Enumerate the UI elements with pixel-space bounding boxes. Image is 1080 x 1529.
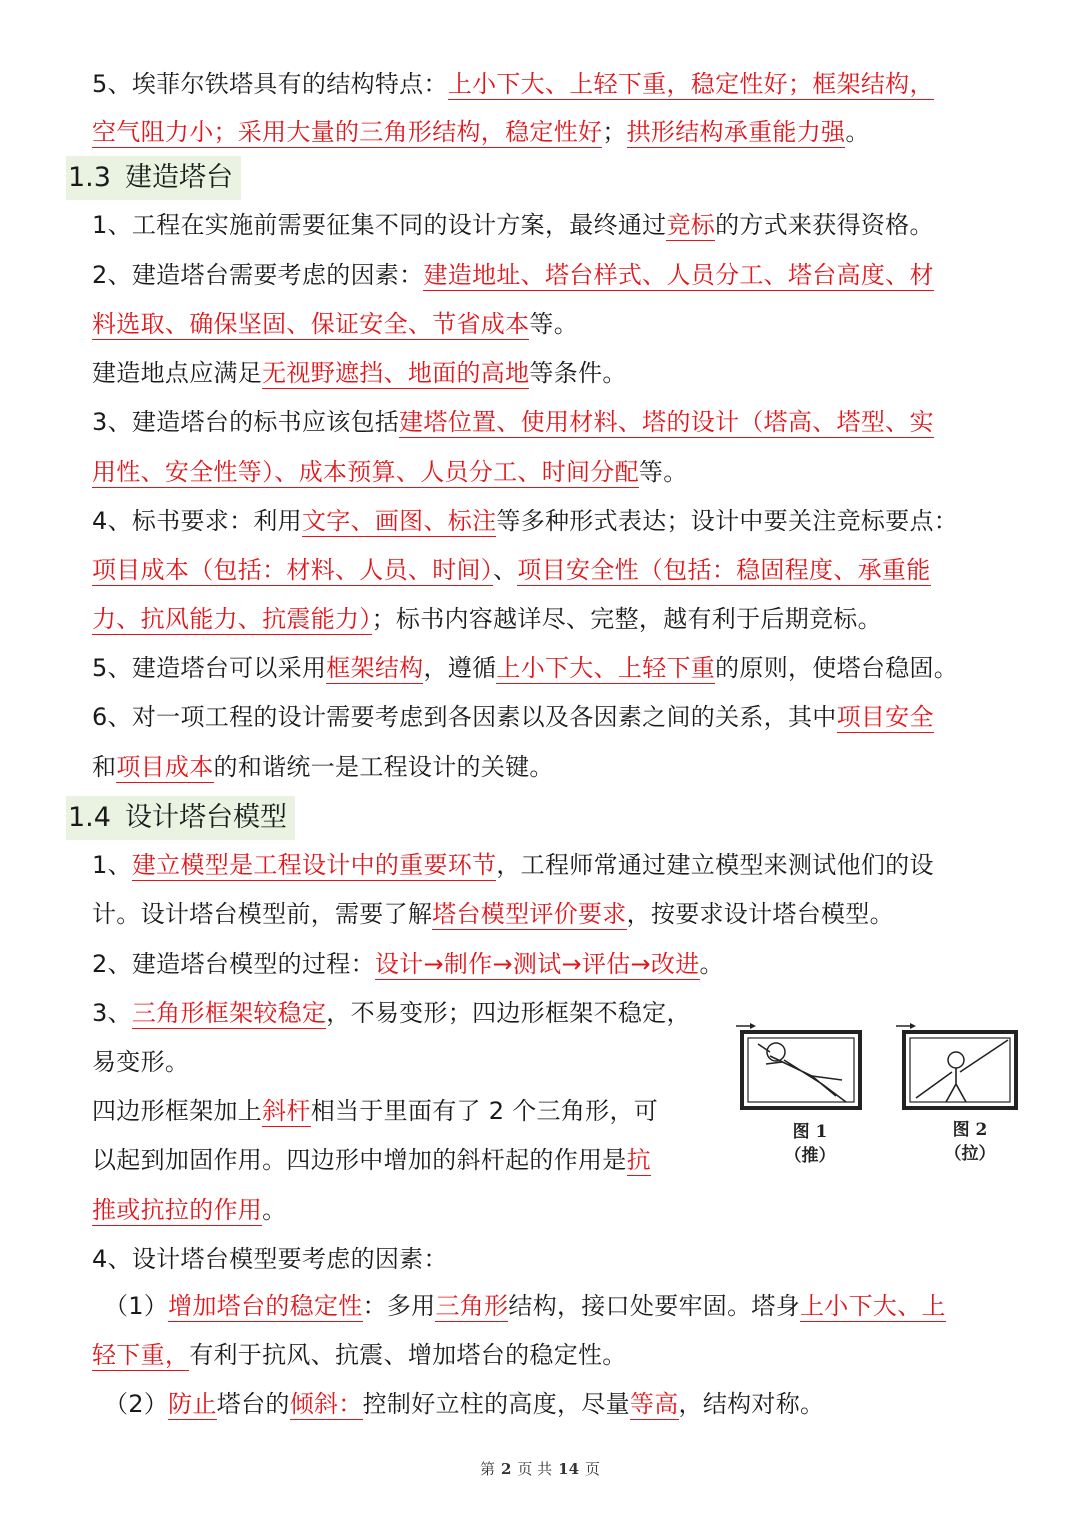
line-text: 。 xyxy=(262,1196,287,1224)
highlighted-answer: 项目安全 xyxy=(836,703,934,731)
line-text: 1、 xyxy=(92,851,132,879)
line-text: 的原则，使塔台稳固。 xyxy=(715,654,959,682)
line-text: 。 xyxy=(699,950,724,978)
highlighted-answer: 上小下大、上轻下重 xyxy=(496,654,716,682)
highlighted-answer: 推或抗拉的作用 xyxy=(92,1196,263,1224)
line-text: 1、工程在实施前需要征集不同的设计方案，最终通过 xyxy=(92,211,667,239)
line-text: ，不易变形；四边形框架不稳定， xyxy=(326,999,691,1027)
highlighted-answer: 上小下大、上轻下重，稳定性好；框架结构， xyxy=(447,70,934,98)
heading-number: 1.4 xyxy=(68,802,111,833)
highlighted-answer: 上小下大、上 xyxy=(800,1292,946,1320)
section-heading-1-4 xyxy=(66,796,295,840)
footer-prefix: 第 xyxy=(479,1460,495,1478)
text-line xyxy=(92,997,691,1029)
highlighted-answer: 建立模型是工程设计中的重要环节 xyxy=(131,851,497,879)
current-page-number: 2 xyxy=(500,1460,512,1478)
line-text: 控制好立柱的高度，尽量 xyxy=(362,1390,630,1418)
highlighted-answer: 设计→制作→测试→评估→改进 xyxy=(374,950,700,978)
line-text: 等多种形式表达；设计中要关注竞标要点： xyxy=(496,507,959,535)
line-text: （2） xyxy=(104,1390,169,1418)
line-text: 4、设计塔台模型要考虑的因素： xyxy=(92,1245,448,1273)
text-line xyxy=(92,1243,448,1275)
highlighted-answer: 等高 xyxy=(629,1390,679,1418)
line-text: 6、对一项工程的设计需要考虑到各因素以及各因素之间的关系，其中 xyxy=(92,703,837,731)
highlighted-answer: 防止 xyxy=(168,1390,217,1418)
frame-illustration xyxy=(726,1018,1026,1178)
line-text: ，按要求设计塔台模型。 xyxy=(626,900,894,928)
line-text: ，工程师常通过建立模型来测试他们的设 xyxy=(496,851,934,879)
line-text: 的和谐统一是工程设计的关键。 xyxy=(213,753,554,781)
line-text: 4、标书要求：利用 xyxy=(92,507,302,535)
line-text: 、 xyxy=(493,556,518,584)
highlighted-answer: 增加塔台的稳定性 xyxy=(168,1292,363,1320)
line-text: ； xyxy=(602,118,627,146)
line-text: 计。设计塔台模型前，需要了解 xyxy=(92,900,433,928)
highlighted-answer: 项目成本（包括：材料、人员、时间） xyxy=(92,556,494,584)
text-line xyxy=(92,505,958,537)
page-footer xyxy=(0,1458,1080,1479)
highlighted-answer: 力、抗风能力、抗震能力） xyxy=(92,605,372,633)
line-text: 2、建造塔台需要考虑的因素： xyxy=(92,261,424,289)
highlighted-answer: 轻下重， xyxy=(92,1341,190,1369)
line-text: 等。 xyxy=(529,310,579,338)
text-line xyxy=(92,898,894,930)
line-text: 的方式来获得资格。 xyxy=(715,211,934,239)
highlighted-answer: 竞标 xyxy=(666,211,716,239)
text-line xyxy=(92,209,934,241)
line-text: 3、建造塔台的标书应该包括 xyxy=(92,408,400,436)
highlighted-answer: 项目成本 xyxy=(116,753,214,781)
text-line xyxy=(92,116,870,148)
text-line xyxy=(92,308,578,340)
footer-suffix: 页 xyxy=(585,1460,601,1478)
line-text: 建造地点应满足 xyxy=(92,359,263,387)
figure-2-caption xyxy=(930,1118,1010,1166)
line-text: ：多用 xyxy=(362,1292,436,1320)
footer-middle: 页 共 xyxy=(517,1460,553,1478)
line-text: 5、建造塔台可以采用 xyxy=(92,654,327,682)
line-text: 3、 xyxy=(92,999,132,1027)
line-text: （1） xyxy=(104,1292,169,1320)
line-text: 相当于里面有了 2 个三角形，可 xyxy=(310,1097,659,1125)
text-line xyxy=(92,849,934,881)
text-line xyxy=(92,259,934,291)
line-text: 5、埃菲尔铁塔具有的结构特点： xyxy=(92,70,448,98)
text-line xyxy=(92,406,934,438)
total-pages: 14 xyxy=(558,1460,580,1478)
text-line xyxy=(104,1290,946,1322)
figure-1-sublabel: （推） xyxy=(784,1146,836,1166)
highlighted-answer: 建造地址、塔台样式、人员分工、塔台高度、材 xyxy=(423,261,934,289)
line-text: 四边形框架加上 xyxy=(92,1097,263,1125)
highlighted-answer: 项目安全性（包括：稳固程度、承重能 xyxy=(517,556,931,584)
figure-2-pull-drawing xyxy=(896,1023,1016,1108)
highlighted-answer: 倾斜： xyxy=(289,1390,363,1418)
text-line xyxy=(92,1339,627,1371)
highlighted-answer: 斜杆 xyxy=(262,1097,311,1125)
text-line xyxy=(92,652,958,684)
section-heading-1-3 xyxy=(66,156,241,200)
line-text: ，遵循 xyxy=(423,654,497,682)
text-line xyxy=(92,1046,189,1078)
line-text: 有利于抗风、抗震、增加塔台的稳定性。 xyxy=(189,1341,627,1369)
text-line xyxy=(92,1095,658,1127)
line-text: ；标书内容越详尽、完整，越有利于后期竞标。 xyxy=(371,605,882,633)
text-line xyxy=(92,751,554,783)
text-line xyxy=(92,948,724,980)
highlighted-answer: 三角形 xyxy=(435,1292,509,1320)
text-line xyxy=(92,701,934,733)
figure-1-label: 图 1 xyxy=(792,1122,828,1142)
highlighted-answer: 建塔位置、使用材料、塔的设计（塔高、塔型、实 xyxy=(399,408,934,436)
frame-drawing xyxy=(726,1018,1026,1128)
highlighted-answer: 无视野遮挡、地面的高地 xyxy=(262,359,530,387)
line-text: 塔台的 xyxy=(216,1390,290,1418)
figure-1-push-drawing xyxy=(736,1023,860,1108)
text-line xyxy=(92,357,627,389)
text-line xyxy=(104,1388,824,1420)
line-text: 和 xyxy=(92,753,117,781)
text-line xyxy=(92,1194,286,1226)
line-text: 等条件。 xyxy=(529,359,627,387)
highlighted-answer: 框架结构 xyxy=(326,654,424,682)
highlighted-answer: 三角形框架较稳定 xyxy=(131,999,327,1027)
text-line xyxy=(92,1144,651,1176)
text-line xyxy=(92,603,882,635)
figure-1-caption xyxy=(770,1120,850,1168)
heading-title: 建造塔台 xyxy=(124,162,233,193)
highlighted-answer: 空气阻力小；采用大量的三角形结构，稳定性好 xyxy=(92,118,603,146)
highlighted-answer: 用性、安全性等）、成本预算、人员分工、时间分配 xyxy=(92,458,639,486)
highlighted-answer: 料选取、确保坚固、保证安全、节省成本 xyxy=(92,310,530,338)
text-line xyxy=(92,554,931,586)
figure-2-label: 图 2 xyxy=(952,1120,988,1140)
line-text: 结构，接口处要牢固。塔身 xyxy=(508,1292,800,1320)
line-text: 以起到加固作用。四边形中增加的斜杆起的作用是 xyxy=(92,1146,627,1174)
figure-2-sublabel: （拉） xyxy=(944,1144,996,1164)
highlighted-answer: 文字、画图、标注 xyxy=(301,507,497,535)
highlighted-answer: 抗 xyxy=(626,1146,651,1174)
highlighted-answer: 塔台模型评价要求 xyxy=(432,900,627,928)
text-line xyxy=(92,456,688,488)
highlighted-answer: 拱形结构承重能力强 xyxy=(626,118,846,146)
line-text: 易变形。 xyxy=(92,1048,190,1076)
line-text: 2、建造塔台模型的过程： xyxy=(92,950,375,978)
heading-number: 1.3 xyxy=(68,162,111,193)
heading-title: 设计塔台模型 xyxy=(124,802,287,833)
line-text: 等。 xyxy=(638,458,688,486)
text-line xyxy=(92,68,934,100)
line-text: ，结构对称。 xyxy=(678,1390,825,1418)
line-text: 。 xyxy=(845,118,870,146)
